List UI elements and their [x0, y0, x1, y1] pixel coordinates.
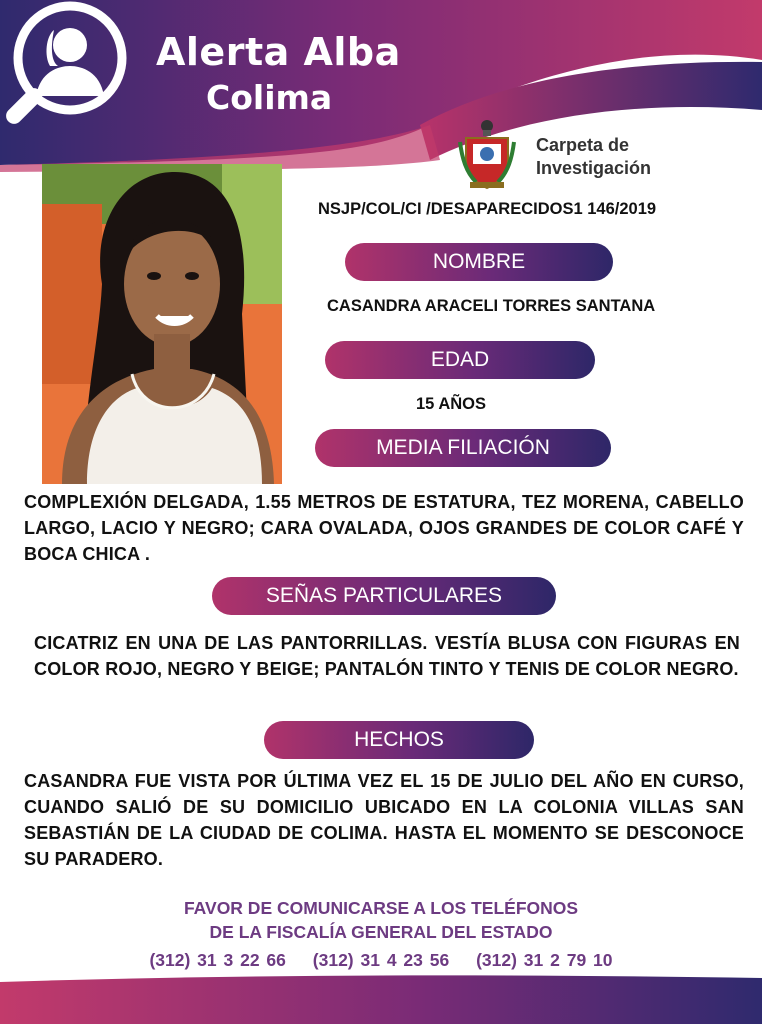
phone-number-3[interactable]: (312) 31 2 79 10: [476, 950, 613, 970]
carpeta-label: [536, 134, 651, 180]
missing-person-photo: [42, 164, 282, 484]
case-number: NSJP/COL/CI /DESAPARECIDOS1 146/2019: [318, 200, 657, 218]
carpeta-line2: Investigación: [536, 158, 652, 178]
alert-subtitle: Colima: [206, 78, 333, 117]
contact-line1: FAVOR DE COMUNICARSE A LOS TELÉFONOS: [183, 898, 579, 918]
alert-title: Alerta Alba: [156, 30, 401, 74]
filiacion-pill: MEDIA FILIACIÓN: [315, 429, 611, 467]
nombre-pill: NOMBRE: [345, 243, 613, 281]
hechos-text: CASANDRA FUE VISTA POR ÚLTIMA VEZ EL 15 DE JULIO DEL AÑO EN CURSO, CUANDO SALIÓ DE SU DOMICILIO UBICADO EN LA COLONIA VILLAS SAN SEBASTIÁN DE LA CIUDAD DE COLIMA. HASTA EL MOMENTO SE DESCONOCE SU PARADERO.: [24, 771, 744, 869]
edad-value: 15 AÑOS: [416, 395, 486, 413]
nombre-value: CASANDRA ARACELI TORRES SANTANA: [327, 297, 656, 315]
edad-pill: EDAD: [325, 341, 595, 379]
phone-numbers: [0, 950, 762, 971]
search-person-icon: [0, 0, 130, 130]
footer-band: [0, 972, 762, 1024]
senas-text: CICATRIZ EN UNA DE LAS PANTORRILLAS. VESTÍA BLUSA CON FIGURAS EN COLOR ROJO, NEGRO Y BEIGE; PANTALÓN TINTO Y TENIS DE COLOR NEGRO.: [34, 633, 740, 679]
hechos-pill: HECHOS: [264, 721, 534, 759]
senas-pill: SEÑAS PARTICULARES: [212, 577, 556, 615]
carpeta-line1: Carpeta de: [536, 135, 630, 155]
contact-line2: DE LA FISCALÍA GENERAL DEL ESTADO: [209, 922, 553, 942]
filiacion-text: COMPLEXIÓN DELGADA, 1.55 METROS DE ESTATURA, TEZ MORENA, CABELLO LARGO, LACIO Y NEGRO; CARA OVALADA, OJOS GRANDES DE COLOR CAFÉ Y BOCA CHICA .: [24, 492, 744, 564]
state-seal-icon: [456, 118, 518, 190]
phone-number-2[interactable]: (312) 31 4 23 56: [312, 950, 450, 970]
phone-number-1[interactable]: (312) 31 3 22 66: [149, 950, 286, 970]
